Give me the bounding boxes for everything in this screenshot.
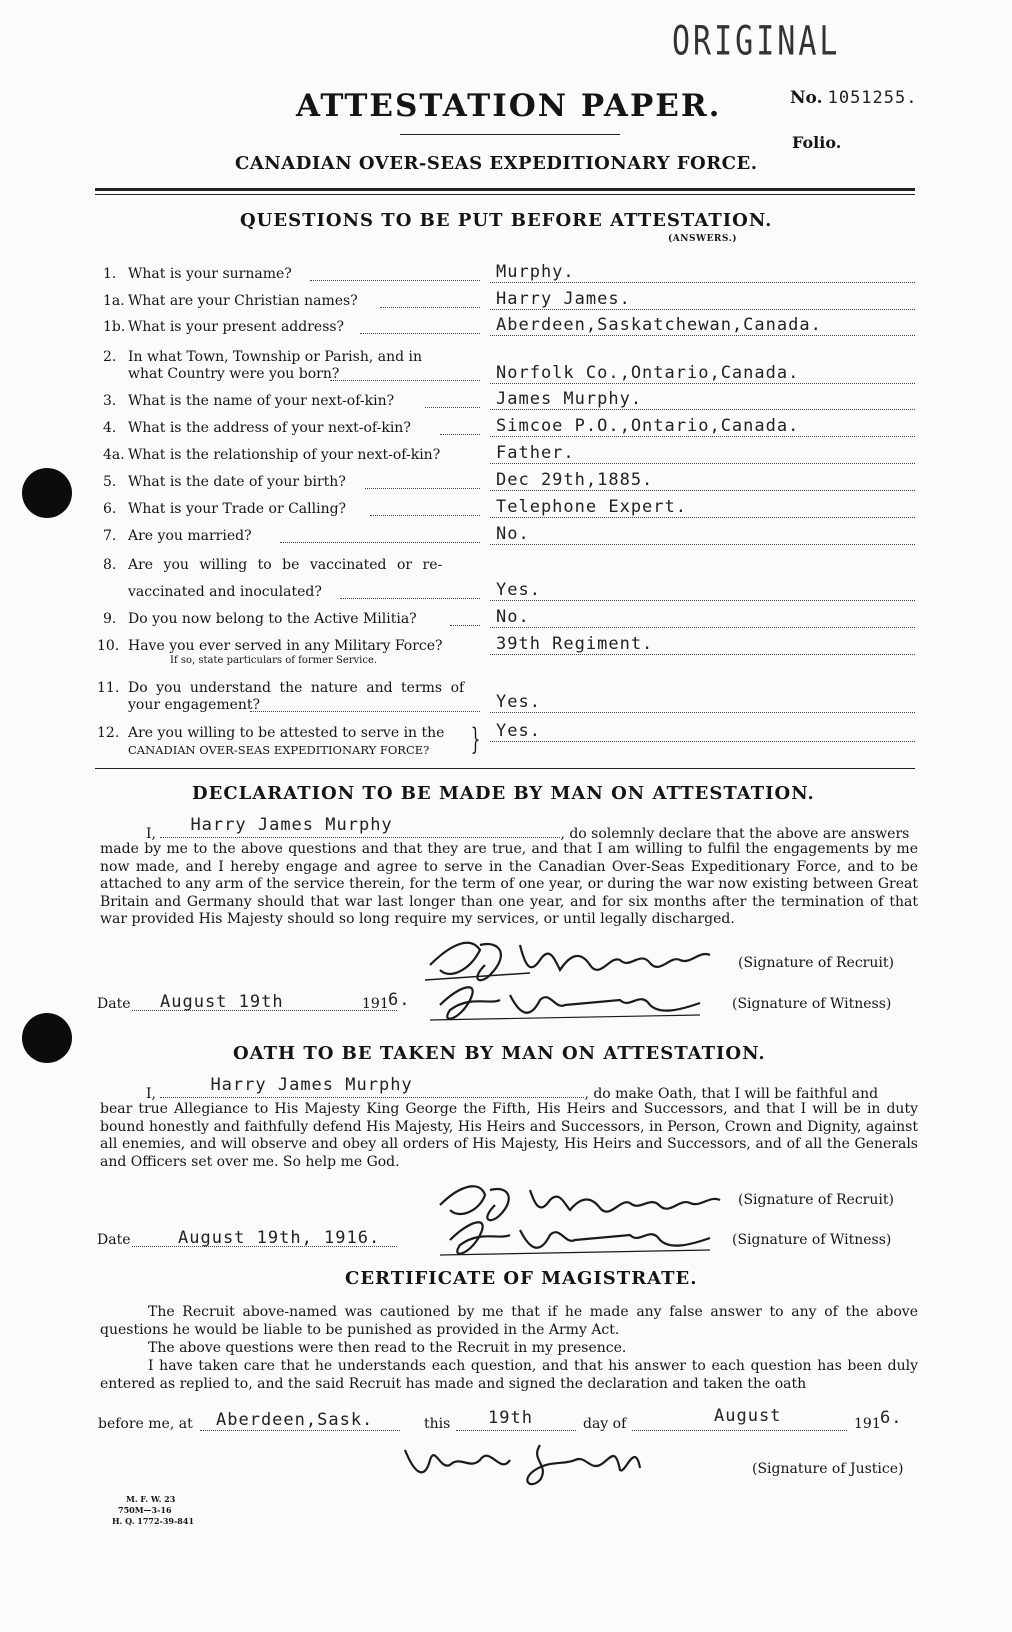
declaration-first-text: , do solemnly declare that the above are answers xyxy=(560,826,910,842)
number-value: 1051255. xyxy=(827,88,918,108)
justice-signature xyxy=(390,1430,680,1490)
question-number: 8. xyxy=(103,557,117,573)
oath-prefix: I, xyxy=(146,1086,156,1102)
question-number: 7. xyxy=(103,528,117,544)
header-rule-thin xyxy=(95,194,915,195)
folio-label: Folio. xyxy=(792,133,842,152)
question-text: What is the name of your next-of-kin? xyxy=(128,393,395,409)
punch-hole-top xyxy=(22,468,72,518)
question-text: Do you now belong to the Active Militia? xyxy=(128,611,417,627)
sig-recruit-label-2: (Signature of Recruit) xyxy=(738,1192,894,1208)
question-text-line1: Are you willing to be attested to serve in the xyxy=(128,725,445,741)
question-text-line2: what Country were you born? xyxy=(128,366,340,382)
before-me-label: before me, at xyxy=(98,1416,193,1432)
witness-signature-1 xyxy=(420,975,730,1030)
sig-witness-label-2: (Signature of Witness) xyxy=(732,1232,892,1248)
form-footer xyxy=(112,1494,194,1527)
question-number: 4a. xyxy=(103,447,125,463)
question-number: 10. xyxy=(97,638,120,654)
questions-heading: QUESTIONS TO BE PUT BEFORE ATTESTATION. xyxy=(240,210,773,231)
footer-line-1: M. F. W. 23 xyxy=(126,1494,176,1504)
brace: } xyxy=(470,722,481,757)
question-number: 1b. xyxy=(103,319,126,335)
answer-field: James Murphy. xyxy=(496,389,643,409)
certificate-heading: CERTIFICATE OF MAGISTRATE. xyxy=(345,1268,698,1289)
question-note: If so, state particulars of former Service. xyxy=(170,655,378,666)
question-text-line2: vaccinated and inoculated? xyxy=(128,584,322,600)
question-text: What are your Christian names? xyxy=(128,293,358,309)
certificate-year-digit: 6. xyxy=(880,1408,903,1428)
oath-date-label: Date xyxy=(97,1232,131,1248)
certificate-para-2: The above questions were then read to the Recruit in my presence. xyxy=(148,1340,627,1356)
question-number: 3. xyxy=(103,393,117,409)
certificate-year-prefix: 191 xyxy=(854,1416,881,1432)
sig-witness-label-1: (Signature of Witness) xyxy=(732,996,892,1012)
declaration-year-prefix: 191 xyxy=(362,996,389,1012)
answer-field: Aberdeen,Saskatchewan,Canada. xyxy=(496,315,822,335)
question-text: What is your present address? xyxy=(128,319,345,335)
question-number: 11. xyxy=(97,680,120,696)
answer-field: No. xyxy=(496,524,530,544)
answer-field: No. xyxy=(496,607,530,627)
declaration-heading: DECLARATION TO BE MADE BY MAN ON ATTESTATION. xyxy=(192,783,815,804)
answer-field: Norfolk Co.,Ontario,Canada. xyxy=(496,363,800,383)
certificate-month: August xyxy=(714,1406,782,1426)
answer-field: Dec 29th,1885. xyxy=(496,470,654,490)
question-text: What is the date of your birth? xyxy=(128,474,346,490)
declaration-body: made by me to the above questions and that they are true, and that I am willing to fulfil the engagements by me now made, and I hereby engage and agree to serve in the Canadian Over-Seas Expeditionary Force, and to be attached to any arm of the service therein, for the term of one year, or during the war now existing between Great Britain and Germany should that war last longer than one year, and for six months after the termination of that war provided His Majesty should so long require my services, or until legally discharged. xyxy=(100,841,918,927)
question-text: What is your surname? xyxy=(128,266,292,282)
this-label: this xyxy=(424,1416,451,1432)
sig-recruit-label-1: (Signature of Recruit) xyxy=(738,955,894,971)
question-number: 1. xyxy=(103,266,117,282)
oath-heading: OATH TO BE TAKEN BY MAN ON ATTESTATION. xyxy=(233,1043,766,1064)
header-rule-thick xyxy=(95,188,915,191)
question-text: Are you married? xyxy=(128,528,252,544)
question-text: Have you ever served in any Military Force? xyxy=(128,638,443,654)
answer-field: 39th Regiment. xyxy=(496,634,654,654)
sig-justice-label: (Signature of Justice) xyxy=(752,1461,904,1477)
question-text: What is the address of your next-of-kin? xyxy=(128,420,411,436)
witness-signature-2 xyxy=(430,1210,740,1265)
question-number: 6. xyxy=(103,501,117,517)
title-underline xyxy=(400,134,620,135)
declaration-date-label: Date xyxy=(97,996,131,1012)
oath-name: Harry James Murphy xyxy=(210,1075,413,1095)
question-number: 5. xyxy=(103,474,117,490)
question-number: 4. xyxy=(103,420,117,436)
oath-date-value: August 19th, 1916. xyxy=(178,1228,381,1248)
original-stamp: ORIGINAL xyxy=(672,18,841,66)
question-text-line2: CANADIAN OVER-SEAS EXPEDITIONARY FORCE? xyxy=(128,743,430,757)
question-number: 12. xyxy=(97,725,120,741)
answer-field: Yes. xyxy=(496,580,541,600)
footer-line-2: 750M—3-16 xyxy=(118,1505,172,1515)
declaration-year-digit: 6. xyxy=(388,990,411,1010)
answer-field: Harry James. xyxy=(496,289,631,309)
punch-hole-bottom xyxy=(22,1013,72,1063)
question-number: 2. xyxy=(103,349,117,365)
declaration-name: Harry James Murphy xyxy=(190,815,393,835)
footer-line-3: H. Q. 1772-39-841 xyxy=(112,1516,195,1526)
question-number: 9. xyxy=(103,611,117,627)
answer-field: Telephone Expert. xyxy=(496,497,687,517)
answers-label: (ANSWERS.) xyxy=(668,234,737,244)
certificate-para-3: I have taken care that he understands each question, and that his answer to each question has been duly entered as replied to, and the said Recruit has made and signed the declaration and taken the oath xyxy=(100,1358,918,1392)
day-of-label: day of xyxy=(583,1416,627,1432)
page-subtitle: CANADIAN OVER-SEAS EXPEDITIONARY FORCE. xyxy=(235,153,758,174)
oath-body: bear true Allegiance to His Majesty King George the Fifth, His Heirs and Successors, and that I will be in duty bound honestly and faithfully defend His Majesty, His Heirs and Successors, in Person, Crown and Dignity, against all enemies, and will observe and obey all orders of His Majesty, His Heirs and Successors, and of all the Generals and Officers set over me. So help me God. xyxy=(100,1101,918,1170)
question-text-line1: In what Town, Township or Parish, and in xyxy=(128,349,423,365)
question-number: 1a. xyxy=(103,293,125,309)
question-text: What is your Trade or Calling? xyxy=(128,501,347,517)
document-number xyxy=(790,88,917,108)
certificate-day: 19th xyxy=(488,1408,533,1428)
answer-field: Simcoe P.O.,Ontario,Canada. xyxy=(496,416,800,436)
page-title: ATTESTATION PAPER. xyxy=(296,88,722,124)
answer-field: Father. xyxy=(496,443,575,463)
certificate-place: Aberdeen,Sask. xyxy=(216,1410,374,1430)
questions-end-rule xyxy=(95,768,915,769)
declaration-date-value: August 19th xyxy=(160,992,284,1012)
question-text-line2: your engagement? xyxy=(128,697,261,713)
answer-field: Yes. xyxy=(496,721,541,741)
question-text: What is the relationship of your next-of-kin? xyxy=(128,447,441,463)
number-label: No. xyxy=(790,88,823,108)
answer-field: Murphy. xyxy=(496,262,575,282)
answer-field: Yes. xyxy=(496,692,541,712)
question-text-line1: Are you willing to be vaccinated or re- xyxy=(128,557,443,573)
oath-first-text: , do make Oath, that I will be faithful and xyxy=(584,1086,879,1102)
declaration-prefix: I, xyxy=(146,826,156,842)
certificate-para-1: The Recruit above-named was cautioned by me that if he made any false answer to any of the above questions he would be liable to be punished as provided in the Army Act. xyxy=(100,1304,918,1338)
question-text-line1: Do you understand the nature and terms of xyxy=(128,680,465,696)
